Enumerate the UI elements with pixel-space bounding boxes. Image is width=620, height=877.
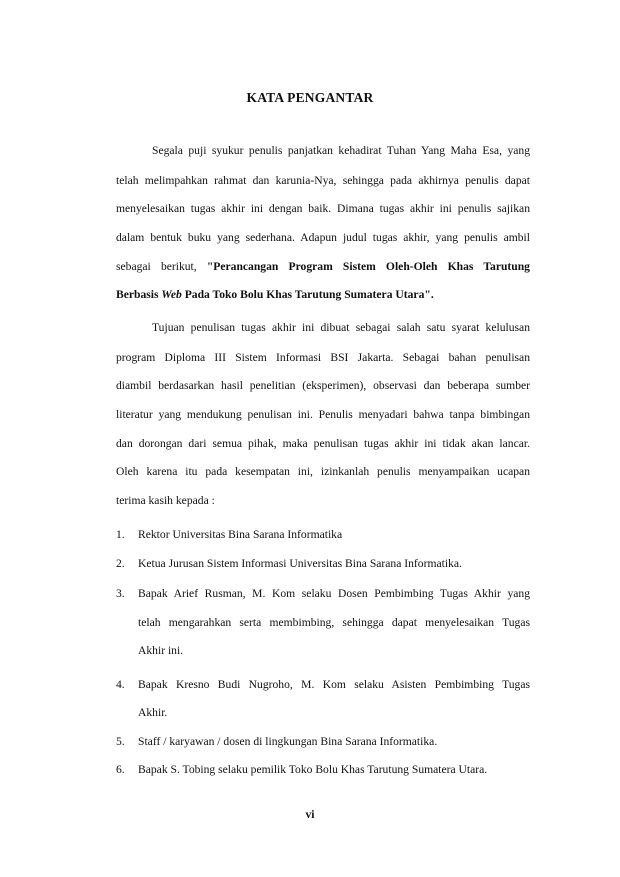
list-item-6-line-1: Bapak S. Tobing selaku pemilik Toko Bolu Khas Tarutung Sumatera Utara. [138,763,488,776]
page-title: KATA PENGANTAR [246,90,374,105]
list-item-3-line-1: Bapak Arief Rusman, M. Kom selaku Dosen Pembimbing Tugas Akhir yang [138,587,530,600]
list-item-2-line-1: Ketua Jurusan Sistem Informasi Universitas Bina Sarana Informatika. [138,557,462,570]
paragraph-2-line-5: dan dorongan dari semua pihak, maka penulisan tugas akhir ini tidak akan lancar. [116,437,530,450]
paragraph-2-line-1: Tujuan penulisan tugas akhir ini dibuat sebagai salah satu syarat kelulusan [152,321,530,334]
paragraph-2-line-4: literatur yang mendukung penulisan ini. Penulis menyadari bahwa tanpa bimbingan [116,408,530,421]
paragraph-1-line-6-title-web: Web [161,288,182,301]
paragraph-2-line-7: terima kasih kepada : [116,494,215,507]
list-item-4-number: 4. [116,678,125,691]
page-number: vi [305,808,315,821]
list-item-1-line-1: Rektor Universitas Bina Sarana Informatika [138,528,343,541]
paragraph-1-line-5-prefix: sebagai berikut, [116,260,207,273]
paragraph-2-line-6: Oleh karena itu pada kesempatan ini, izinkanlah penulis menyampaikan ucapan [116,465,530,478]
paragraph-1-line-3: menyelesaikan tugas akhir ini dengan baik. Dimana tugas akhir ini penulis sajikan [116,202,530,215]
list-item-2-number: 2. [116,557,125,570]
list-item-5-number: 5. [116,735,125,748]
paragraph-1-line-5 [116,259,530,275]
paragraph-1-line-6-title-b: Pada Toko Bolu Khas Tarutung Sumatera Utara" [181,288,431,301]
list-item-3-line-2: telah mengarahkan serta membimbing, sehingga dapat menyelesaikan Tugas [138,616,530,629]
list-item-5-line-1: Staff / karyawan / dosen di lingkungan Bina Sarana Informatika. [138,735,438,748]
list-item-4-line-1: Bapak Kresno Budi Nugroho, M. Kom selaku Asisten Pembimbing Tugas [138,678,530,691]
paragraph-1-line-2: telah melimpahkan rahmat dan karunia-Nya, sehingga pada akhirnya penulis dapat [116,174,530,187]
paragraph-1-line-5-title: "Perancangan Program Sistem Oleh-Oleh Khas Tarutung [206,260,530,273]
paragraph-1-line-4: dalam bentuk buku yang sederhana. Adapun judul tugas akhir, yang penulis ambil [116,231,530,244]
paragraph-2-line-3: diambil berdasarkan hasil penelitian (eksperimen), observasi dan beberapa sumber [116,379,530,392]
paragraph-1-line-6 [116,287,530,303]
paragraph-1-line-6-end: . [430,288,434,301]
paragraph-1-line-1: Segala puji syukur penulis panjatkan kehadirat Tuhan Yang Maha Esa, yang [152,144,530,157]
list-item-1-number: 1. [116,528,125,541]
paragraph-2-line-2: program Diploma III Sistem Informasi BSI Jakarta. Sebagai bahan penulisan [116,351,530,364]
paragraph-1-line-6-title-a: Berbasis [116,288,162,301]
list-item-6-number: 6. [116,763,125,776]
list-item-3-number: 3. [116,587,125,600]
list-item-4-line-2: Akhir. [138,706,168,719]
list-item-3-line-3: Akhir ini. [138,644,184,657]
